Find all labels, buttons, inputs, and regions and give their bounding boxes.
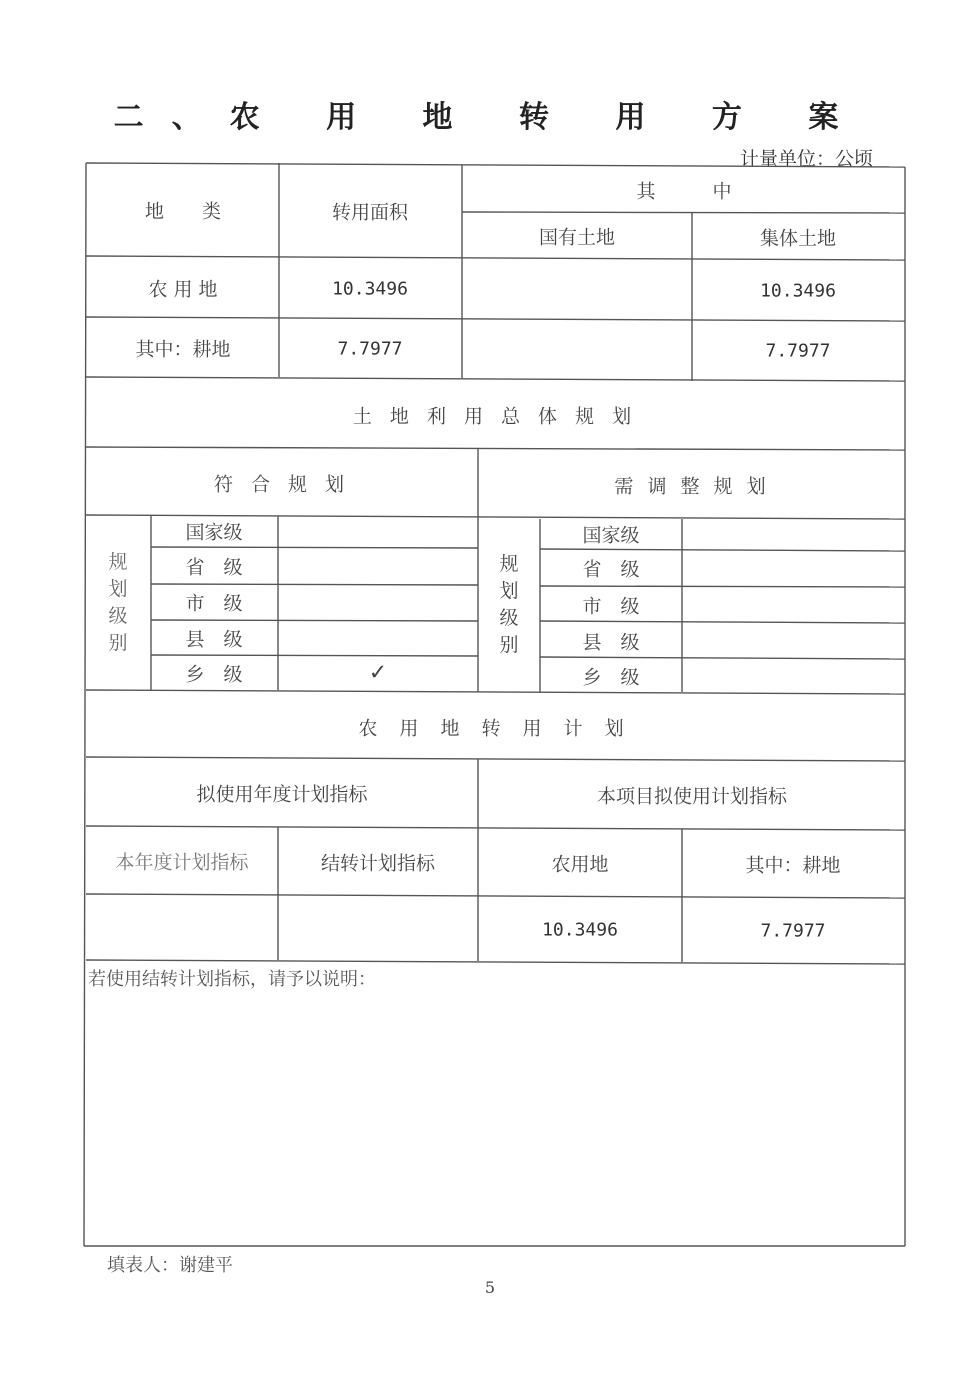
carryover-header: 结转计划指标	[320, 852, 436, 875]
farmland-value: 10.3496	[542, 919, 618, 941]
adjust-level-township: 乡 级	[582, 666, 640, 689]
adjust-level-national: 国家级	[582, 524, 640, 547]
header-collective-land: 集体土地	[759, 227, 837, 250]
conform-level-city: 市 级	[185, 592, 243, 615]
adjust-level-county: 县 级	[582, 631, 640, 654]
conform-level-township: 乡 级	[185, 663, 243, 686]
farmland-header: 农用地	[551, 853, 609, 876]
row-value-farmland-collective: 10.3496	[760, 280, 836, 302]
header-land-type: 地 类	[144, 200, 222, 223]
project-index-header: 本项目拟使用计划指标	[596, 785, 788, 808]
adjust-level-label: 规划级别	[499, 553, 519, 656]
annual-index-header: 拟使用年度计划指标	[196, 783, 368, 806]
header-state-land: 国有土地	[538, 226, 616, 249]
unit-label: 计量单位：公顷	[740, 148, 874, 170]
conform-level-county: 县 级	[185, 628, 243, 651]
adjust-level-province: 省 级	[582, 558, 640, 581]
header-area: 转用面积	[331, 201, 409, 224]
cultivated-value: 7.7977	[760, 920, 826, 942]
conform-header: 符 合 规 划	[213, 473, 351, 496]
conform-level-national: 国家级	[185, 521, 243, 544]
page-title: 二、农 用 地 转 用 方 案	[113, 100, 867, 135]
page-number: 5	[484, 1278, 496, 1297]
header-of-which: 其 中	[636, 180, 732, 203]
filler-name: 填表人：谢建平	[107, 1255, 233, 1276]
adjust-header: 需 调 整 规 划	[614, 475, 770, 498]
conform-level-label: 规划级别	[108, 551, 128, 654]
planning-header: 土 地 利 用 总 体 规 划	[352, 405, 638, 428]
current-year-header: 本年度计划指标	[115, 851, 249, 874]
cultivated-header: 其中：耕地	[745, 854, 841, 877]
row-label-farmland: 农 用 地	[148, 278, 218, 301]
row-value-cultivated-collective: 7.7977	[765, 340, 831, 362]
carryover-note: 若使用结转计划指标，请予以说明：	[88, 969, 376, 990]
adjust-level-city: 市 级	[582, 595, 640, 618]
row-value-cultivated-area: 7.7977	[337, 338, 403, 360]
row-label-cultivated: 其中：耕地	[135, 338, 231, 361]
plan-header: 农 用 地 转 用 计 划	[358, 717, 632, 740]
row-value-farmland-area: 10.3496	[332, 278, 408, 300]
conform-level-province: 省 级	[185, 556, 243, 579]
check-icon: ✓	[368, 660, 388, 686]
